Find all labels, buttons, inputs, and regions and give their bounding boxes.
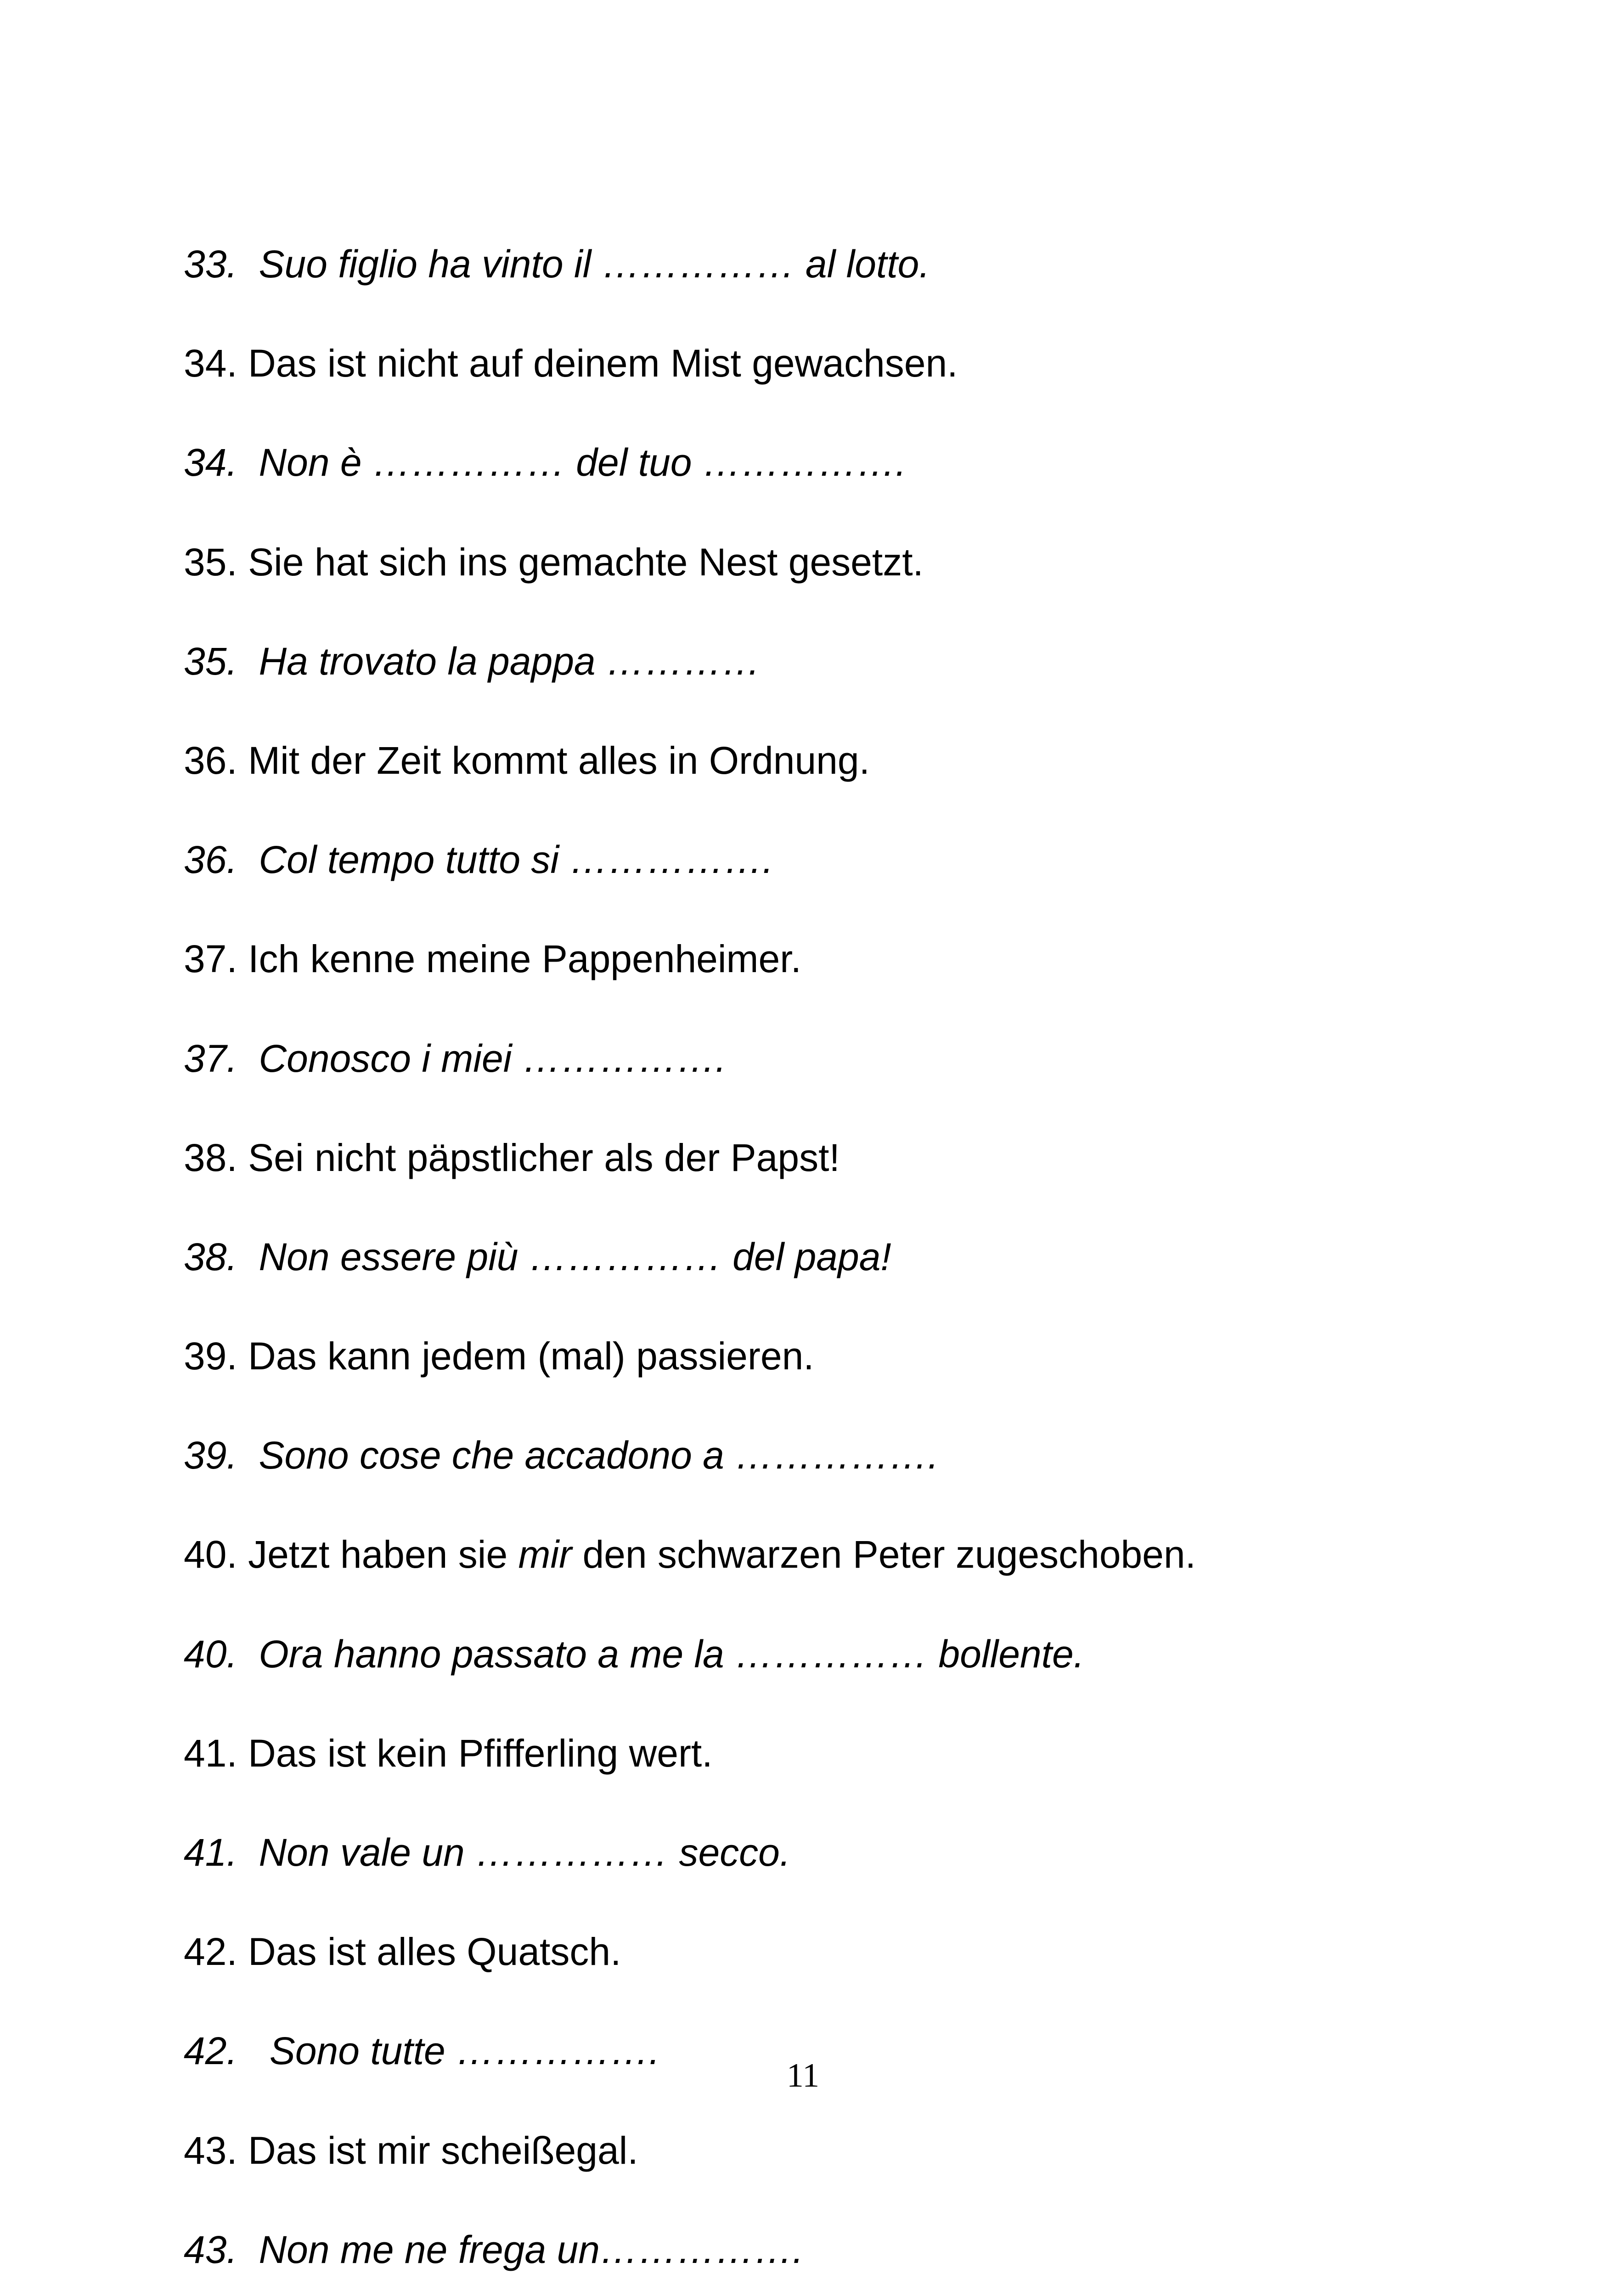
item-number: 40. xyxy=(184,1533,237,1576)
page-number: 11 xyxy=(786,2057,820,2094)
italian-exercise-line xyxy=(184,1009,1561,1108)
sentence-text: Sono cose che accadono a ……………. xyxy=(259,1434,939,1477)
sentence-text: Non me ne frega un……………. xyxy=(259,2228,804,2271)
item-number: 36. xyxy=(184,838,237,882)
item-number: 37. xyxy=(184,1036,237,1080)
german-sentence-line xyxy=(184,909,1561,1008)
sentence-text: Non essere più …………… del papa! xyxy=(259,1235,891,1278)
italian-exercise-line xyxy=(184,2200,1561,2296)
german-sentence-line xyxy=(184,1108,1561,1207)
item-number: 34. xyxy=(184,441,237,484)
sentence-text: Conosco i miei ……………. xyxy=(259,1036,727,1080)
sentence-text: Mit der Zeit kommt alles in Ordnung. xyxy=(248,738,870,782)
sentence-text: Col tempo tutto si ……………. xyxy=(259,838,773,882)
german-sentence-line xyxy=(184,314,1561,413)
item-number: 38. xyxy=(184,1136,237,1179)
sentence-text: Das kann jedem (mal) passieren. xyxy=(248,1334,814,1378)
german-sentence-line xyxy=(184,1704,1561,1803)
sentence-text: Non vale un …………… secco. xyxy=(259,1831,791,1874)
sentence-text: Ich kenne meine Pappenheimer. xyxy=(248,937,801,981)
german-sentence-line xyxy=(184,1306,1561,1406)
italian-exercise-line xyxy=(184,1406,1561,1505)
italian-exercise-line xyxy=(184,612,1561,711)
emphasized-word: mir xyxy=(518,1533,572,1576)
item-number: 36. xyxy=(184,738,237,782)
italian-exercise-line xyxy=(184,214,1561,314)
item-number: 43. xyxy=(184,2128,237,2172)
german-sentence-line xyxy=(184,1505,1561,1604)
italian-exercise-line xyxy=(184,1604,1561,1704)
item-number: 42. xyxy=(184,2029,237,2073)
item-number: 38. xyxy=(184,1235,237,1278)
sentence-text: Sie hat sich ins gemachte Nest gesetzt. xyxy=(248,540,924,584)
item-number: 41. xyxy=(184,1831,237,1874)
item-number: 41. xyxy=(184,1731,237,1775)
german-sentence-line xyxy=(184,2101,1561,2200)
exercise-list xyxy=(184,214,1561,2296)
sentence-text: Suo figlio ha vinto il …………… al lotto. xyxy=(259,242,930,286)
sentence-text: Sei nicht päpstlicher als der Papst! xyxy=(248,1136,840,1179)
german-sentence-line xyxy=(184,1902,1561,2001)
item-number: 40. xyxy=(184,1632,237,1676)
sentence-text: Das ist nicht auf deinem Mist gewachsen. xyxy=(248,342,958,385)
item-number: 37. xyxy=(184,937,237,981)
italian-exercise-line xyxy=(184,413,1561,512)
sentence-text: Das ist alles Quatsch. xyxy=(248,1930,621,1974)
item-number: 35. xyxy=(184,639,237,683)
item-number: 35. xyxy=(184,540,237,584)
italian-exercise-line xyxy=(184,810,1561,909)
german-sentence-line xyxy=(184,512,1561,612)
sentence-text: Jetzt haben sie xyxy=(248,1533,518,1576)
item-number: 42. xyxy=(184,1930,237,1974)
sentence-text: Sono tutte ……………. xyxy=(259,2029,660,2073)
item-number: 43. xyxy=(184,2228,237,2271)
sentence-text: Non è …………… del tuo ……………. xyxy=(259,441,907,484)
sentence-text: den schwarzen Peter zugeschoben. xyxy=(572,1533,1196,1576)
sentence-text: Ora hanno passato a me la …………… bollente. xyxy=(259,1632,1085,1676)
sentence-text: Ha trovato la pappa ………… xyxy=(259,639,761,683)
italian-exercise-line xyxy=(184,1803,1561,1902)
italian-exercise-line xyxy=(184,1207,1561,1306)
sentence-text: Das ist kein Pfifferling wert. xyxy=(248,1731,713,1775)
german-sentence-line xyxy=(184,711,1561,810)
item-number: 34. xyxy=(184,342,237,385)
sentence-text: Das ist mir scheißegal. xyxy=(248,2128,638,2172)
item-number: 33. xyxy=(184,242,237,286)
item-number: 39. xyxy=(184,1434,237,1477)
item-number: 39. xyxy=(184,1334,237,1378)
